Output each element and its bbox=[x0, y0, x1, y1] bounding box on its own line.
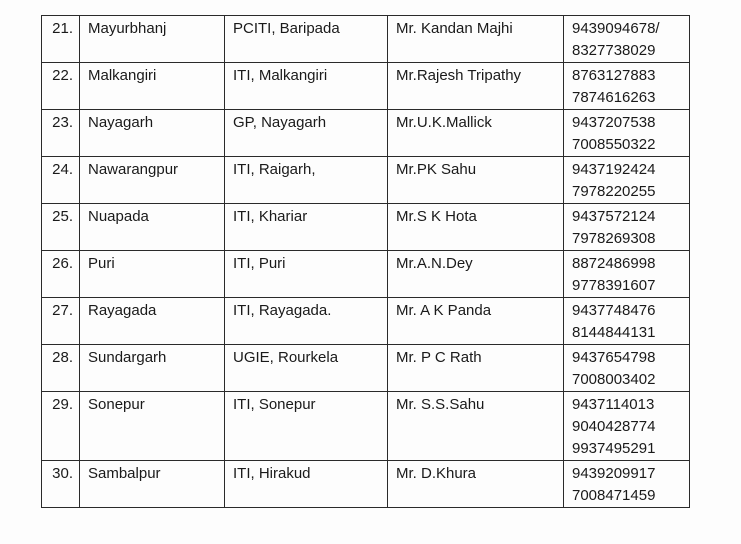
phone-number: 7008003402 bbox=[572, 371, 656, 388]
serial-number-cell: 28. bbox=[42, 345, 80, 392]
phone-number: 8144844131 bbox=[572, 324, 656, 341]
table-row bbox=[42, 461, 690, 508]
phone-number: 9437572124 bbox=[572, 208, 656, 225]
serial-number-cell: 23. bbox=[42, 110, 80, 157]
phone-numbers-cell bbox=[564, 345, 690, 392]
phone-numbers-cell bbox=[564, 461, 690, 508]
table-row bbox=[42, 110, 690, 157]
phone-numbers-cell bbox=[564, 110, 690, 157]
table-row bbox=[42, 298, 690, 345]
serial-number-cell: 21. bbox=[42, 16, 80, 63]
table-row bbox=[42, 392, 690, 461]
phone-number: 9439094678/ bbox=[572, 20, 660, 37]
district-cell: Sambalpur bbox=[80, 461, 225, 508]
institute-cell: ITI, Raigarh, bbox=[225, 157, 388, 204]
phone-numbers-cell bbox=[564, 251, 690, 298]
serial-number-cell: 30. bbox=[42, 461, 80, 508]
officer-name-cell: Mr.S K Hota bbox=[388, 204, 564, 251]
institute-cell: PCITI, Baripada bbox=[225, 16, 388, 63]
phone-number: 7978220255 bbox=[572, 183, 656, 200]
phone-numbers-cell bbox=[564, 63, 690, 110]
district-cell: Malkangiri bbox=[80, 63, 225, 110]
institute-cell: ITI, Rayagada. bbox=[225, 298, 388, 345]
phone-number: 9437207538 bbox=[572, 114, 656, 131]
institute-cell: ITI, Malkangiri bbox=[225, 63, 388, 110]
phone-number: 9437192424 bbox=[572, 161, 656, 178]
district-cell: Nuapada bbox=[80, 204, 225, 251]
officer-name-cell: Mr. Kandan Majhi bbox=[388, 16, 564, 63]
phone-number: 8872486998 bbox=[572, 255, 656, 272]
table-row bbox=[42, 63, 690, 110]
officer-name-cell: Mr.A.N.Dey bbox=[388, 251, 564, 298]
officer-name-cell: Mr. D.Khura bbox=[388, 461, 564, 508]
district-cell: Rayagada bbox=[80, 298, 225, 345]
phone-number: 7978269308 bbox=[572, 230, 656, 247]
serial-number-cell: 26. bbox=[42, 251, 80, 298]
district-cell: Sundargarh bbox=[80, 345, 225, 392]
phone-numbers-cell bbox=[564, 298, 690, 345]
table-row bbox=[42, 16, 690, 63]
serial-number-cell: 24. bbox=[42, 157, 80, 204]
institute-cell: ITI, Khariar bbox=[225, 204, 388, 251]
phone-number: 8327738029 bbox=[572, 42, 656, 59]
institute-cell: ITI, Sonepur bbox=[225, 392, 388, 461]
phone-numbers-cell bbox=[564, 392, 690, 461]
officer-name-cell: Mr.Rajesh Tripathy bbox=[388, 63, 564, 110]
phone-number: 9437654798 bbox=[572, 349, 656, 366]
phone-number: 8763127883 bbox=[572, 67, 656, 84]
table-row bbox=[42, 157, 690, 204]
table-row bbox=[42, 204, 690, 251]
district-cell: Nayagarh bbox=[80, 110, 225, 157]
district-cell: Puri bbox=[80, 251, 225, 298]
phone-number: 7874616263 bbox=[572, 89, 656, 106]
serial-number-cell: 29. bbox=[42, 392, 80, 461]
phone-numbers-cell bbox=[564, 204, 690, 251]
officer-name-cell: Mr. P C Rath bbox=[388, 345, 564, 392]
phone-numbers-cell bbox=[564, 157, 690, 204]
district-cell: Nawarangpur bbox=[80, 157, 225, 204]
phone-number: 9439209917 bbox=[572, 465, 656, 482]
contacts-table bbox=[41, 15, 690, 508]
district-cell: Mayurbhanj bbox=[80, 16, 225, 63]
institute-cell: UGIE, Rourkela bbox=[225, 345, 388, 392]
table-row bbox=[42, 345, 690, 392]
phone-number: 9437114013 bbox=[572, 396, 655, 413]
institute-cell: GP, Nayagarh bbox=[225, 110, 388, 157]
district-cell: Sonepur bbox=[80, 392, 225, 461]
serial-number-cell: 27. bbox=[42, 298, 80, 345]
table-body bbox=[42, 16, 690, 508]
phone-number: 9437748476 bbox=[572, 302, 656, 319]
officer-name-cell: Mr. A K Panda bbox=[388, 298, 564, 345]
phone-number: 7008471459 bbox=[572, 487, 656, 504]
officer-name-cell: Mr.PK Sahu bbox=[388, 157, 564, 204]
serial-number-cell: 25. bbox=[42, 204, 80, 251]
phone-number: 9040428774 bbox=[572, 418, 656, 435]
phone-numbers-cell bbox=[564, 16, 690, 63]
phone-number: 9778391607 bbox=[572, 277, 656, 294]
officer-name-cell: Mr.U.K.Mallick bbox=[388, 110, 564, 157]
table-row bbox=[42, 251, 690, 298]
institute-cell: ITI, Puri bbox=[225, 251, 388, 298]
serial-number-cell: 22. bbox=[42, 63, 80, 110]
institute-cell: ITI, Hirakud bbox=[225, 461, 388, 508]
phone-number: 9937495291 bbox=[572, 440, 656, 457]
phone-number: 7008550322 bbox=[572, 136, 656, 153]
officer-name-cell: Mr. S.S.Sahu bbox=[388, 392, 564, 461]
